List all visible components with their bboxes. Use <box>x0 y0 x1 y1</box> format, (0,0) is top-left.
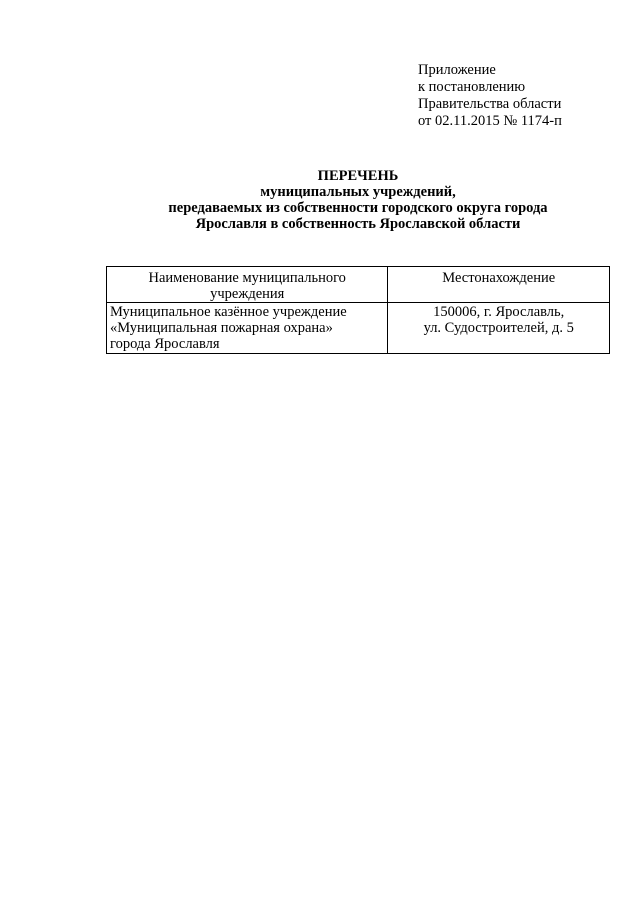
table-row <box>107 303 610 354</box>
table-header-row <box>107 267 610 303</box>
appendix-line: Правительства области <box>418 96 562 112</box>
title-heading: ПЕРЕЧЕНЬ <box>317 168 399 184</box>
title-line: Ярославля в собственность Ярославской области <box>195 216 521 232</box>
appendix-line: Приложение <box>418 62 496 78</box>
header-name: Наименование муниципального учреждения <box>107 267 388 303</box>
cell-location: 150006, г. Ярославль, ул. Судостроителей, д. 5 <box>388 303 610 354</box>
appendix-note <box>418 62 562 130</box>
institutions-table <box>106 266 610 354</box>
cell-institution-name: Муниципальное казённое учреждение «Муниципальная пожарная охрана» города Ярославля <box>107 303 388 354</box>
header-location: Местонахождение <box>388 267 610 303</box>
title-line: передаваемых из собственности городского округа города <box>168 200 548 216</box>
document-title <box>106 168 610 232</box>
appendix-line: от 02.11.2015 № 1174-п <box>418 113 562 129</box>
title-line: муниципальных учреждений, <box>260 184 456 200</box>
appendix-line: к постановлению <box>418 79 526 95</box>
